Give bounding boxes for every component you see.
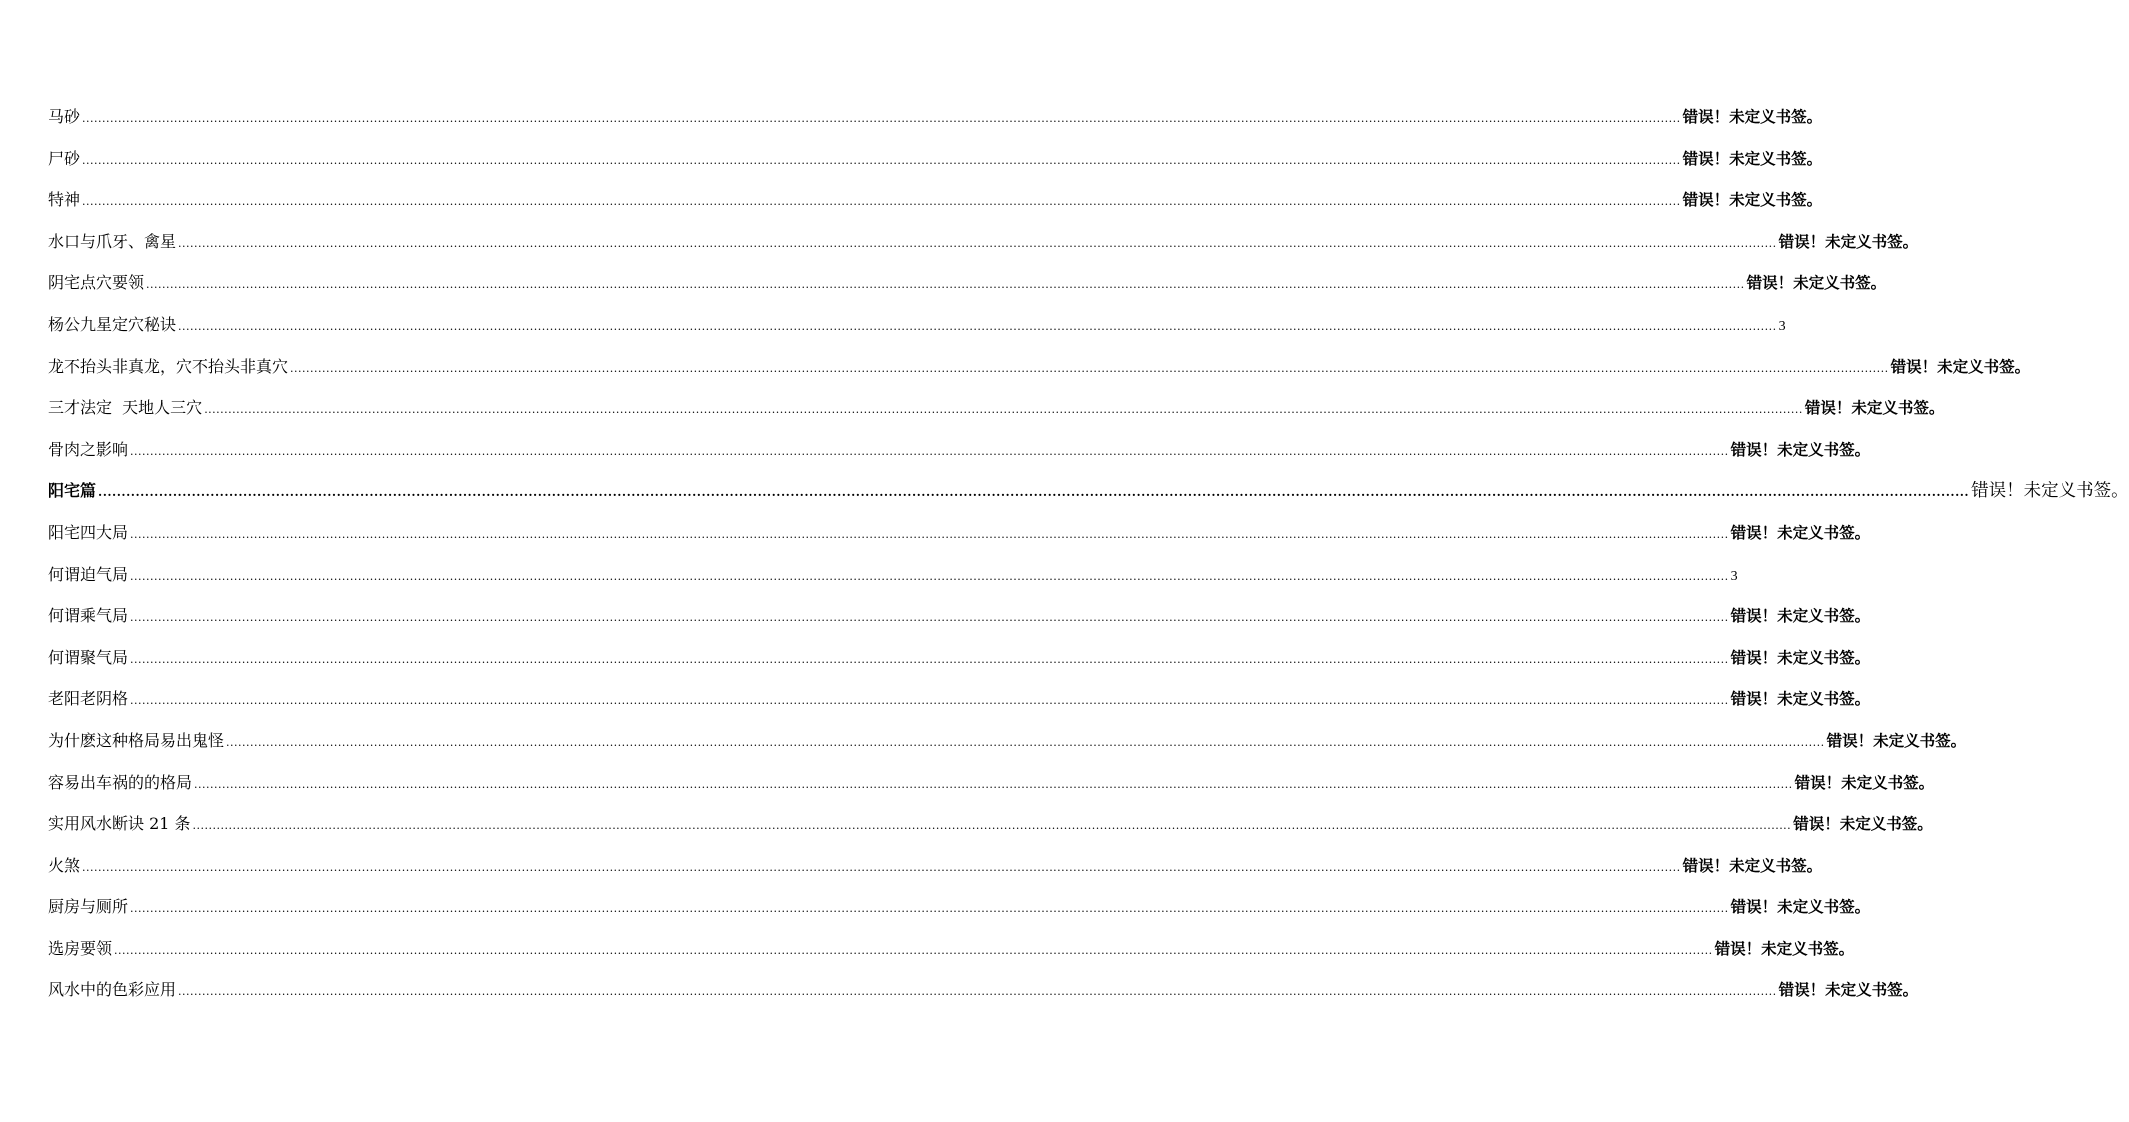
toc-entry-page: 错误！未定义书签。 — [1826, 731, 1967, 750]
toc-entry[interactable] — [48, 221, 1919, 263]
toc-entry[interactable] — [48, 262, 1887, 304]
toc-entry-page: 错误！未定义书签。 — [1971, 481, 2129, 502]
toc-entry-page: 错误！未定义书签。 — [1730, 898, 1871, 917]
toc-entry-page: 错误！未定义书签。 — [1730, 440, 1871, 459]
toc-entry-title: 为什麽这种格局易出鬼怪 — [48, 730, 225, 750]
toc-entry[interactable] — [48, 637, 1871, 679]
toc-entry-title: 尸砂 — [48, 148, 81, 168]
toc-entry-title: 三才法定 天地人三穴 — [48, 398, 203, 418]
toc-entry-title: 特神 — [48, 190, 81, 210]
toc-entry-page: 错误！未定义书签。 — [1778, 981, 1919, 1000]
toc-entry-page: 错误！未定义书签。 — [1682, 149, 1823, 168]
toc-entry[interactable] — [48, 96, 1823, 138]
toc-entry[interactable] — [48, 928, 1855, 970]
toc-entry[interactable] — [48, 429, 1871, 471]
toc-entry-title: 何谓聚气局 — [48, 647, 129, 667]
toc-entry-title: 马砂 — [48, 107, 81, 126]
toc-entry-page: 错误！未定义书签。 — [1746, 274, 1887, 293]
toc-entry[interactable] — [48, 179, 1823, 221]
toc-entry-title: 容易出车祸的的格局 — [48, 772, 193, 792]
toc-entry[interactable] — [48, 762, 1935, 804]
toc-entry-page: 3 — [1778, 318, 1786, 334]
toc-entry-page: 3 — [1730, 568, 1738, 584]
toc-entry-page: 错误！未定义书签。 — [1793, 815, 1933, 834]
toc-leader-dots: ................................................................................................................................................................................................................................................................................................................................................................................................................ — [204, 403, 1803, 417]
toc-leader-dots: ................................................................................................................................................................................................................................................................................................................................................................................................................ — [192, 819, 1792, 833]
toc-leader-dots: ................................................................................................................................................................................................................................................................................................................................................................................................................ — [82, 153, 1681, 167]
toc-section-entry[interactable] — [48, 470, 2129, 512]
toc-entry-page: 错误！未定义书签。 — [1730, 523, 1871, 542]
toc-entry-page: 错误！未定义书签。 — [1682, 191, 1823, 210]
toc-entry-page: 错误！未定义书签。 — [1730, 648, 1871, 667]
toc-entry-page: 错误！未定义书签。 — [1804, 399, 1945, 418]
toc-entry[interactable] — [48, 304, 1786, 346]
toc-entry-title: 火煞 — [48, 855, 81, 875]
toc-entry-page: 错误！未定义书签。 — [1730, 607, 1871, 626]
toc-leader-dots: ................................................................................................................................................................................................................................................................................................................................................................................................................ — [290, 361, 1889, 375]
toc-entry-title: 龙不抬头非真龙，穴不抬头非真穴 — [48, 356, 289, 376]
toc-leader-dots: ................................................................................................................................................................................................................................................................................................................................................................................................................ — [82, 860, 1681, 874]
toc-leader-dots: ................................................................................................................................................................................................................................................................................................................................................................................................................ — [130, 902, 1729, 916]
toc-entry-page: 错误！未定义书签。 — [1682, 108, 1823, 126]
toc-leader-dots: ................................................................................................................................................................................................................................................................................................................................................................................................................ — [130, 569, 1729, 583]
toc-section-title: 阳宅篇 — [48, 481, 97, 501]
toc-entry[interactable] — [48, 720, 1967, 762]
toc-leader-dots: ................................................................................................................................................................................................................................................................................................................................................................................................................ — [194, 777, 1793, 791]
toc-leader-dots: ................................................................................................................................................................................................................................................................................................................................................................................................................ — [130, 527, 1729, 541]
toc-entry-title: 骨肉之影响 — [48, 439, 129, 459]
toc-entry[interactable] — [48, 387, 1945, 429]
toc-entry-title: 阴宅点穴要领 — [48, 273, 145, 293]
toc-entry-title: 水口与爪牙、禽星 — [48, 231, 177, 251]
toc-entry-title: 厨房与厕所 — [48, 897, 129, 917]
toc-entry[interactable] — [48, 969, 1919, 1011]
toc-entry-title: 杨公九星定穴秘诀 — [48, 314, 177, 334]
toc-entry-title: 老阳老阴格 — [48, 689, 129, 709]
toc-leader-dots: ................................................................................................................................................................................................................................................................................................................................................................................................................ — [130, 652, 1729, 666]
toc-entry[interactable] — [48, 554, 1738, 596]
toc-leader-dots: ................................................................................................................................................................................................................................................................................................................................................................................................................ — [226, 735, 1825, 749]
toc-entry[interactable] — [48, 845, 1823, 887]
toc-entry-page: 错误！未定义书签。 — [1794, 773, 1935, 792]
toc-leader-dots: ................................................................................................................................................................................................................................................................................................................................................................................................................ — [130, 611, 1729, 625]
toc-leader-dots: ................................................................................................................................................................................................................................................................................................................................................................................................................ — [130, 444, 1729, 458]
toc-entry[interactable] — [48, 346, 2031, 388]
toc-entry-page: 错误！未定义书签。 — [1730, 690, 1871, 709]
toc-leader-dots: ................................................................................................................................................................................................................................................................................................................................................................................................................ — [114, 943, 1713, 957]
toc-leader-dots: ................................................................................................................................................................................................................................................................................................................................................................................................................ — [82, 112, 1681, 125]
table-of-contents — [48, 96, 2129, 1011]
toc-leader-dots: ................................................................................................................................................................................................................................................................................................................................................................................................................ — [146, 278, 1745, 292]
toc-entry-page: 错误！未定义书签。 — [1714, 939, 1855, 958]
toc-entry[interactable] — [48, 512, 1871, 554]
toc-entry-page: 错误！未定义书签。 — [1778, 232, 1919, 251]
toc-leader-dots: ................................................................................................................................................................................................................................................................................................................................................................................................................ — [130, 694, 1729, 708]
toc-leader-dots: ................................................................................................................................................................................................................................................................................................................................................................................................................ — [178, 985, 1777, 999]
toc-entry[interactable] — [48, 678, 1871, 720]
toc-entry[interactable] — [48, 803, 1933, 845]
toc-entry-title: 风水中的色彩应用 — [48, 980, 177, 1000]
toc-entry-page: 错误！未定义书签。 — [1890, 357, 2031, 376]
toc-leader-dots: ................................................................................................................................................................................................................................................................................................................................................................................................................ — [178, 236, 1777, 250]
toc-entry-title: 何谓迫气局 — [48, 564, 129, 584]
toc-entry-page: 错误！未定义书签。 — [1682, 856, 1823, 875]
toc-entry-title: 何谓乘气局 — [48, 606, 129, 626]
toc-entry[interactable] — [48, 138, 1823, 180]
toc-leader-dots: ................................................................................................................................................................................................................................................................................................................................................................................................................ — [82, 195, 1681, 209]
toc-leader-dots: ................................................................................................................................................................................................................................................................................................................................................................................................................ — [98, 485, 1970, 500]
toc-entry-title: 实用风水断诀 21 条 — [48, 814, 191, 834]
toc-entry-title: 选房要领 — [48, 938, 113, 958]
toc-leader-dots: ................................................................................................................................................................................................................................................................................................................................................................................................................ — [178, 319, 1777, 333]
toc-entry-title: 阳宅四大局 — [48, 522, 129, 542]
toc-entry[interactable] — [48, 595, 1871, 637]
toc-entry[interactable] — [48, 886, 1871, 928]
